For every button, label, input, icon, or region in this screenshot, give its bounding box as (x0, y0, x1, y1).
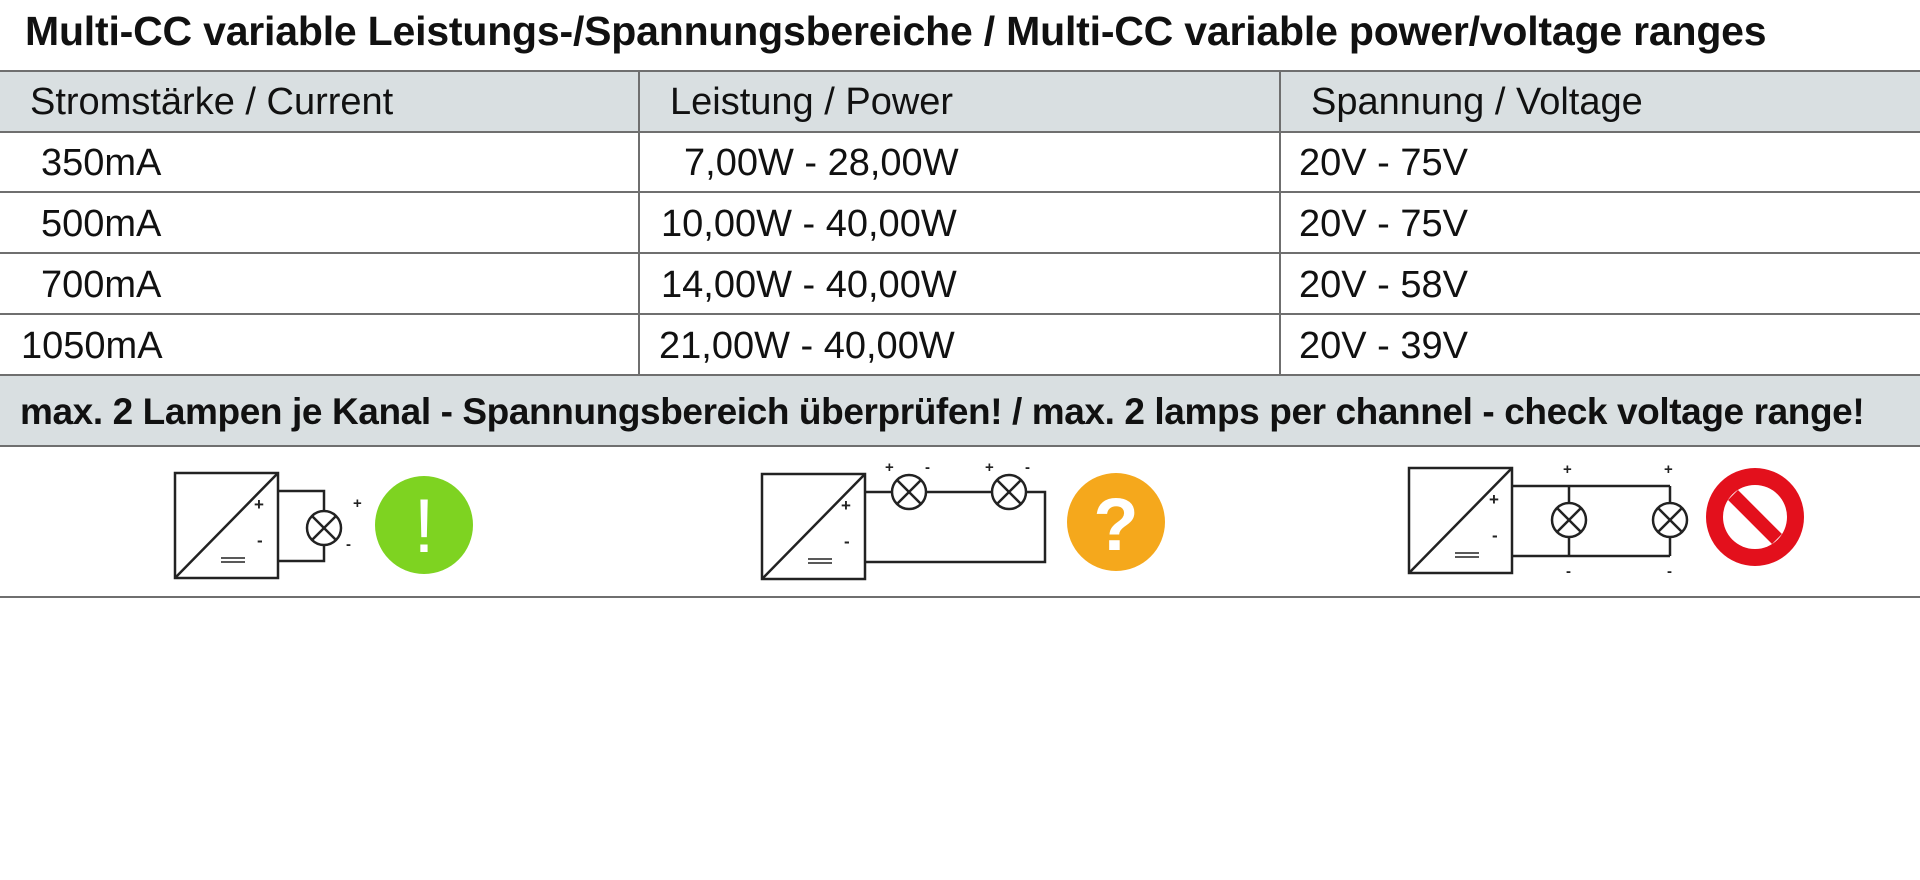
svg-text:+: + (1563, 461, 1572, 478)
svg-text:-: - (844, 532, 850, 551)
column-header-voltage: Spannung / Voltage (1311, 81, 1643, 123)
svg-text:-: - (1025, 459, 1030, 476)
question-symbol: ? (1093, 483, 1139, 566)
lamp-icon (1552, 503, 1586, 537)
warning-note: max. 2 Lampen je Kanal - Spannungsbereich überprüfen! / max. 2 lamps per channel - check voltage range! (20, 391, 1865, 432)
table-cell-power: 7,00W - 28,00W (684, 142, 959, 184)
table-cell-power: 14,00W - 40,00W (661, 264, 957, 306)
table-cell-voltage: 20V - 75V (1299, 203, 1468, 245)
table-cell-voltage: 20V - 75V (1299, 142, 1468, 184)
table-row-rule (0, 252, 1920, 254)
svg-text:+: + (254, 495, 264, 514)
svg-text:+: + (353, 495, 362, 512)
exclamation-symbol: ! (413, 484, 435, 569)
svg-text:-: - (1492, 526, 1498, 545)
svg-text:+: + (885, 459, 894, 476)
lamp-icon (307, 511, 341, 545)
svg-text:-: - (346, 536, 351, 553)
table-cell-power: 10,00W - 40,00W (661, 203, 957, 245)
note-bottom-rule (0, 445, 1920, 447)
svg-text:-: - (1667, 563, 1672, 580)
exclamation-icon (375, 476, 473, 574)
lamp-icon (992, 475, 1026, 509)
table-cell-current: 350mA (41, 142, 162, 184)
table-cell-current: 1050mA (21, 325, 163, 367)
svg-text:-: - (1566, 563, 1571, 580)
prohibited-icon (1706, 468, 1804, 566)
svg-text:+: + (1664, 461, 1673, 478)
svg-text:+: + (985, 459, 994, 476)
question-icon (1067, 473, 1165, 571)
diagram-bottom-rule (0, 596, 1920, 598)
lamp-icon (892, 475, 926, 509)
table-bottom-rule (0, 374, 1920, 376)
svg-text:-: - (257, 531, 263, 550)
table-top-rule (0, 70, 1920, 72)
table-header-rule (0, 131, 1920, 133)
parallel-lamps-diagram (1400, 455, 1810, 590)
table-row-rule (0, 313, 1920, 315)
table-cell-voltage: 20V - 39V (1299, 325, 1468, 367)
column-divider (1279, 71, 1281, 375)
table-cell-voltage: 20V - 58V (1299, 264, 1468, 306)
page-title: Multi-CC variable Leistungs-/Spannungsbereiche / Multi-CC variable power/voltage ranges (25, 8, 1767, 54)
column-header-power: Leistung / Power (670, 81, 954, 123)
table-row-rule (0, 191, 1920, 193)
column-divider (638, 71, 640, 375)
svg-text:+: + (1489, 490, 1499, 509)
table-cell-current: 700mA (41, 264, 162, 306)
series-lamps-diagram (755, 455, 1175, 585)
single-lamp-diagram (168, 460, 488, 585)
table-cell-current: 500mA (41, 203, 162, 245)
lamp-icon (1653, 503, 1687, 537)
table-cell-power: 21,00W - 40,00W (659, 325, 955, 367)
svg-text:-: - (925, 459, 930, 476)
column-header-current: Stromstärke / Current (30, 81, 394, 123)
svg-text:+: + (841, 496, 851, 515)
